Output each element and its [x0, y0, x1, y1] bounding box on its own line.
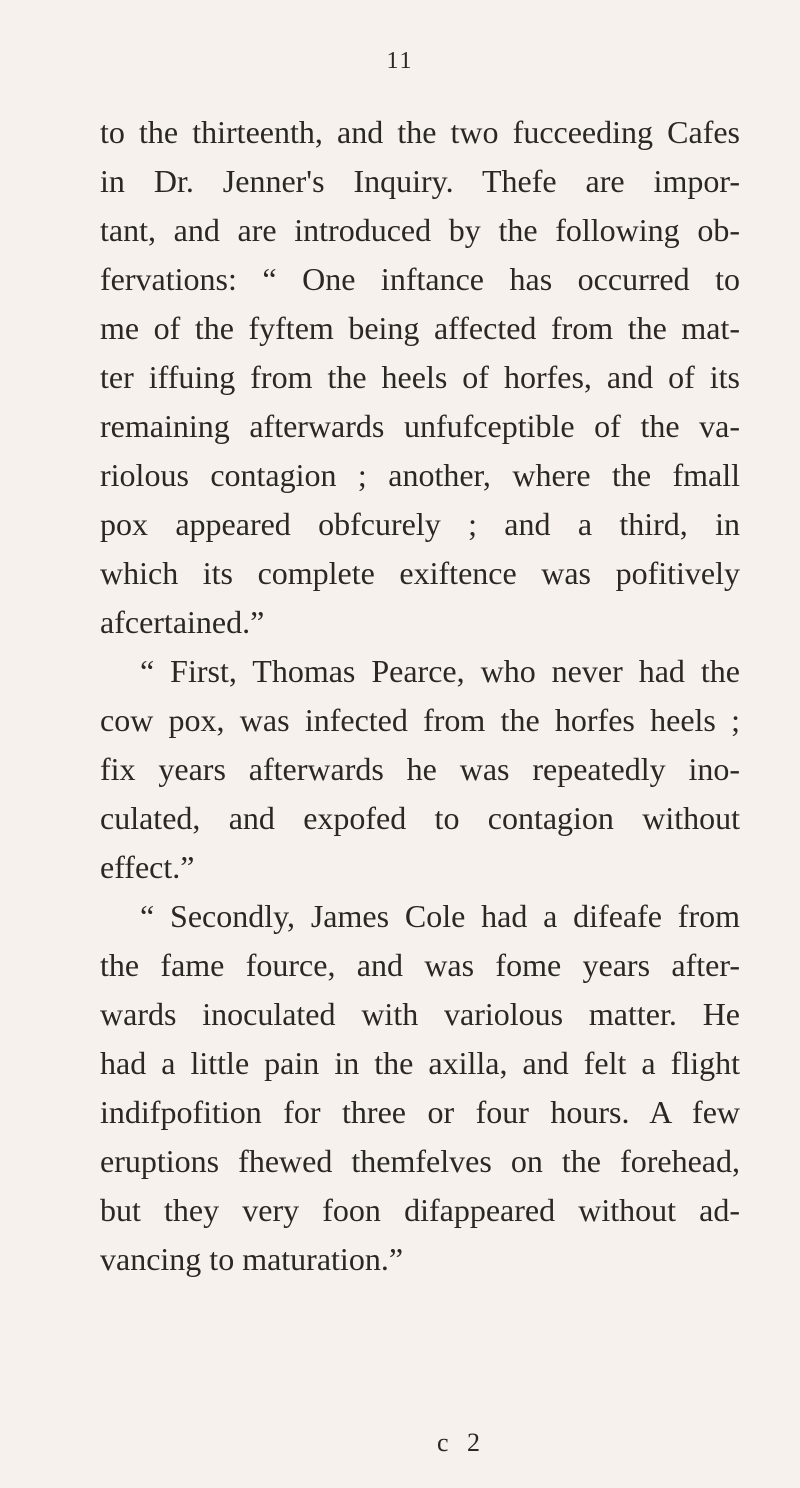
text-line-2: in Dr. Jenner's Inquiry. Thefe are impor-	[100, 163, 740, 199]
text-line-21: indifpofition for three or four hours. A few	[100, 1094, 740, 1130]
text-line-17: “ Secondly, James Cole had a difeafe from	[140, 898, 740, 934]
text-line-13: cow pox, was infected from the horfes heels ;	[100, 702, 740, 738]
text-line-5: me of the fyftem being affected from the mat-	[100, 310, 740, 346]
text-line-6: ter iffuing from the heels of horfes, and of its	[100, 359, 740, 395]
text-line-24: vancing to maturation.”	[100, 1241, 404, 1277]
signature-mark: c 2	[437, 1428, 487, 1457]
text-line-18: the fame fource, and was fome years after-	[100, 947, 740, 983]
text-line-19: wards inoculated with variolous matter. He	[100, 996, 740, 1032]
text-line-14: fix years afterwards he was repeatedly ino-	[100, 751, 740, 787]
text-line-8: riolous contagion ; another, where the fmall	[100, 457, 740, 493]
text-line-3: tant, and are introduced by the following ob-	[100, 212, 740, 248]
text-line-1: to the thirteenth, and the two fucceeding Cafes	[100, 114, 740, 150]
text-line-12: “ First, Thomas Pearce, who never had the	[140, 653, 740, 689]
text-line-4: fervations: “ One inftance has occurred to	[100, 261, 740, 297]
text-line-23: but they very foon difappeared without ad-	[100, 1192, 740, 1228]
text-line-20: had a little pain in the axilla, and felt a flight	[100, 1045, 740, 1081]
text-line-11: afcertained.”	[100, 604, 265, 640]
text-line-10: which its complete exiftence was pofitively	[100, 555, 740, 591]
text-line-7: remaining afterwards unfufceptible of the va-	[100, 408, 740, 444]
text-line-15: culated, and expofed to contagion without	[100, 800, 740, 836]
text-line-9: pox appeared obfcurely ; and a third, in	[100, 506, 740, 542]
text-line-22: eruptions fhewed themfelves on the forehead,	[100, 1143, 740, 1179]
page-number: 11	[386, 48, 414, 74]
text-line-16: effect.”	[100, 849, 195, 885]
